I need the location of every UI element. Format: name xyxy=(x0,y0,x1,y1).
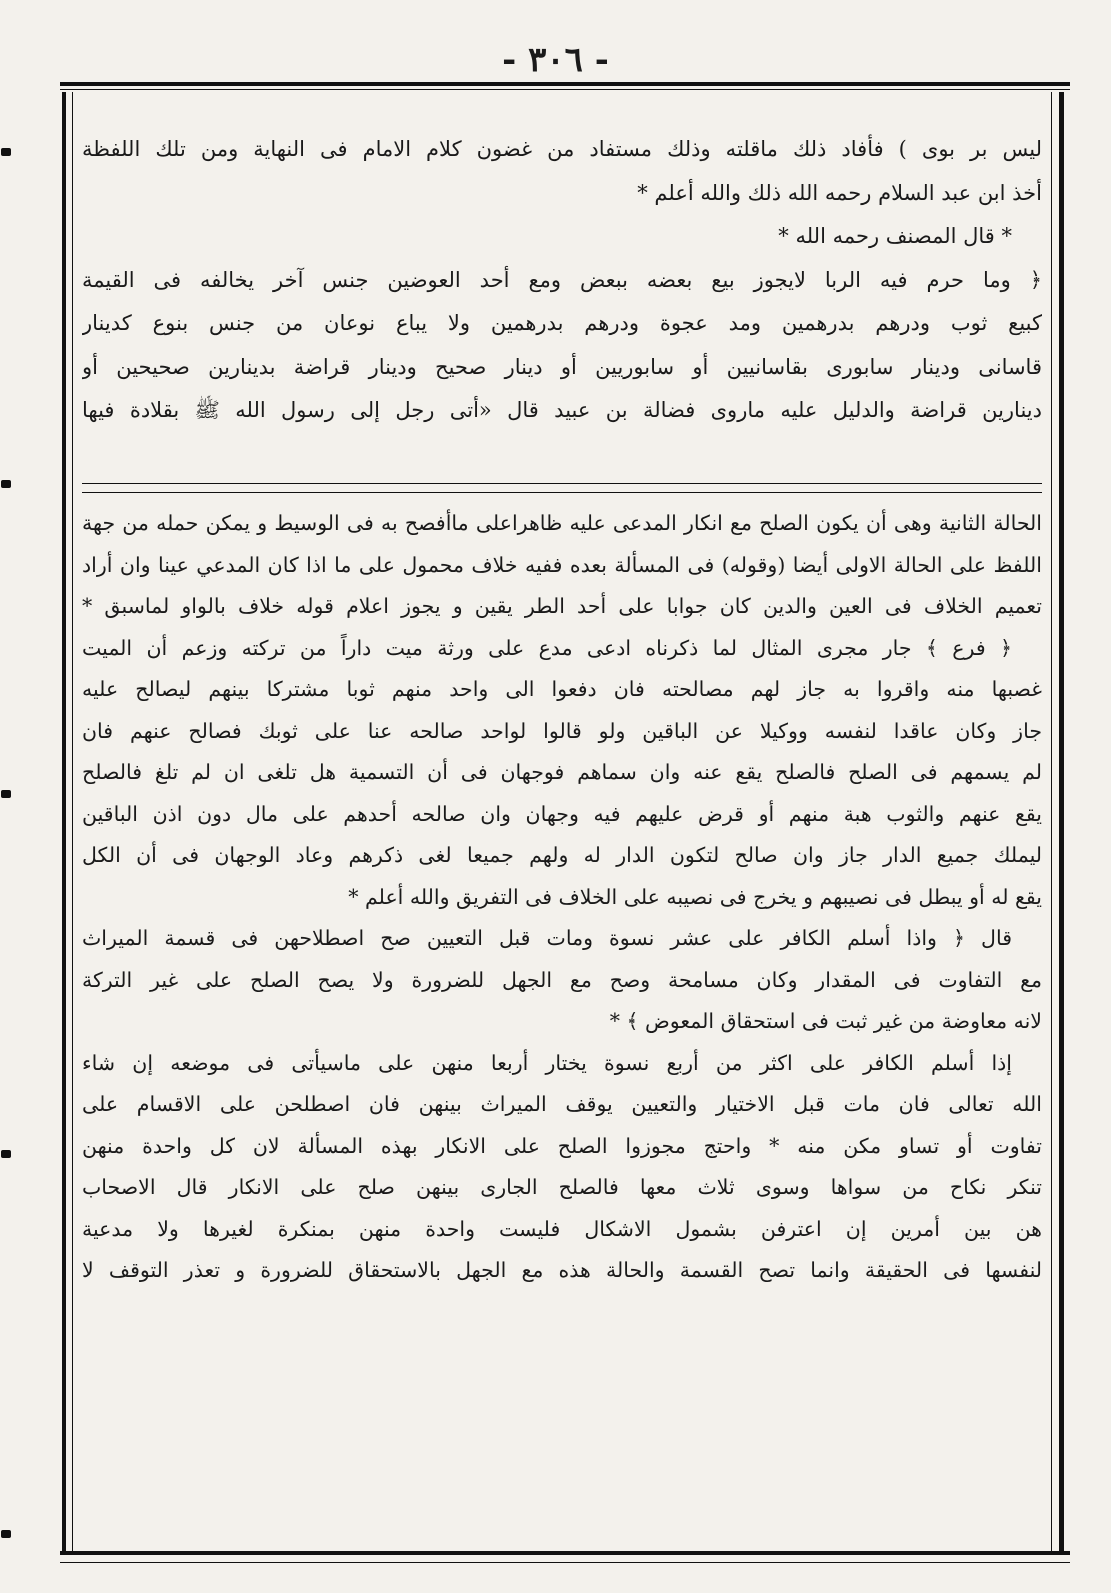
commentary-line: مع التفاوت فى المقدار وكان مسامحة وصح مع الجهل للضرورة ولا يصح الصلح على غير التركة xyxy=(82,967,1042,992)
top-rule-thin xyxy=(60,89,1070,90)
binding-mark xyxy=(1,480,11,488)
commentary-line: الله تعالى فان مات قبل الاختيار والتعيين يوقف الميراث بينهن فان اصطلحن على الاقسام على xyxy=(82,1092,1042,1116)
binding-mark xyxy=(1,1150,11,1158)
commentary-line: ليملك جميع الدار جاز وان صالح لتكون الدار له ولهم جميعا لغى ذكرهم وعاد الوجهان فى أن الكل xyxy=(82,843,1042,867)
main-text-line: قاسانى ودينار سابورى بقاسانيين أو سابوريين أو دينار صحيح ودينار قراضة بدينارين صحيحين أو xyxy=(82,354,1042,379)
commentary-line: جاز وكان عاقدا لنفسه ووكيلا عن الباقين ولو قالوا لواحد صالحه عنا على ثوبك فصالح عنهم فان xyxy=(82,718,1042,743)
commentary-line: لانه معاوضة من غير ثبت فى استحقاق المعوض ﴾ * xyxy=(609,1009,1042,1033)
main-text-line: * قال المصنف رحمه الله * xyxy=(778,224,1012,248)
binding-mark xyxy=(1,1530,11,1538)
main-text-line: دينارين قراضة والدليل عليه ماروى فضالة بن عبيد قال «أتى رجل إلى رسول الله ﷺ بقلادة فيها xyxy=(82,398,1042,422)
frame-inner-left xyxy=(72,92,73,1552)
commentary-line: لم يسمهم فى الصلح فالصلح يقع عنه وان سماهم فوجهان فى أن التسمية هل تلغى ان لم تلغ فالصلح xyxy=(82,760,1042,784)
frame-inner-right xyxy=(1051,92,1052,1552)
main-text-line: ليس بر بوى ) فأفاد ذلك ماقلته وذلك مستفاد من غضون كلام الامام فى النهاية ومن تلك اللفظة xyxy=(82,137,1042,161)
commentary-line: تعميم الخلاف فى العين والدين كان جوابا على أحد الطر يقين و يجوز اعلام قوله خلاف بالواو لماسبق * xyxy=(82,594,1042,618)
commentary-line: هن بين أمرين إن اعترفن بشمول الاشكال فليست واحدة منهن بمنكرة لغيرها ولا مدعية xyxy=(82,1216,1042,1241)
page-number: - ٣٠٦ - xyxy=(502,40,609,80)
binding-mark xyxy=(1,790,11,798)
section-divider-thin xyxy=(82,492,1042,493)
commentary-line: تنكر نكاح من سواها وسوى ثلاث معها فالصلح الجارى بينهن صلح على الانكار قال الاصحاب xyxy=(82,1175,1042,1199)
main-text-line: ﴿ وما حرم فيه الربا لايجوز بيع بعضه ببعض ومع أحد العوضين جنس آخر يخالفه فى القيمة xyxy=(82,267,1042,292)
commentary-line: إذا أسلم الكافر على اكثر من أربع نسوة يختار أربعا منهن على ماسيأتى فى موضعه إن شاء xyxy=(82,1050,1012,1075)
binding-mark xyxy=(1,148,11,156)
commentary-line: الحالة الثانية وهى أن يكون الصلح مع انكار المدعى عليه ظاهراعلى ماأفصح به فى الوسيط و يمكن حمله من جهة xyxy=(82,511,1042,535)
commentary-line: غصبها منه واقروا به جاز لهم مصالحته فان دفعوا الى واحد منهم ثوبا مشتركا بينهم ليصالح عليه xyxy=(82,677,1042,701)
commentary-line: قال ﴿ واذا أسلم الكافر على عشر نسوة ومات قبل التعيين صح اصطلاحهن فى قسمة الميراث xyxy=(82,926,1012,950)
commentary-line: تفاوت أو تساو مكن منه * واحتج مجوزوا الصلح على الانكار بهذه المسألة لان كل واحدة منهن xyxy=(82,1133,1042,1158)
main-text-block xyxy=(82,128,1042,433)
commentary-block xyxy=(82,503,1042,1292)
commentary-line: ﴿ فرع ﴾ جار مجرى المثال لما ذكرناه ادعى مدع على ورثة ميت داراً من تركته وزعم أن الميت xyxy=(82,635,1012,660)
commentary-line: يقع عنهم والثوب هبة منهم أو قرض عليهم فيه وجهان وان صالحه أحدهم على مال دون اذن الباقين xyxy=(82,801,1042,826)
section-divider xyxy=(82,483,1042,484)
main-text-line: أخذ ابن عبد السلام رحمه الله ذلك والله أعلم * xyxy=(637,180,1042,205)
bottom-rule-thin xyxy=(60,1562,1070,1563)
commentary-line: لنفسها فى الحقيقة وانما تصح القسمة والحالة هذه مع الجهل بالاستحقاق للضرورة و تعذر التوقف لا xyxy=(82,1258,1042,1282)
main-text-line: كبيع ثوب ودرهم بدرهمين ومد عجوة ودرهم بدرهمين ولا يباع نوعان من جنس بنوع كدينار xyxy=(82,311,1042,335)
commentary-line: اللفظ على الحالة الاولى أيضا (وقوله) فى المسألة بعده ففيه خلاف محمول على ما اذا كان المدعي عينا وان أراد xyxy=(82,552,1042,577)
bottom-rule xyxy=(60,1551,1070,1555)
top-rule xyxy=(60,82,1070,86)
commentary-line: يقع له أو يبطل فى نصيبهم و يخرج فى نصيبه على الخلاف فى التفريق والله أعلم * xyxy=(348,884,1042,909)
